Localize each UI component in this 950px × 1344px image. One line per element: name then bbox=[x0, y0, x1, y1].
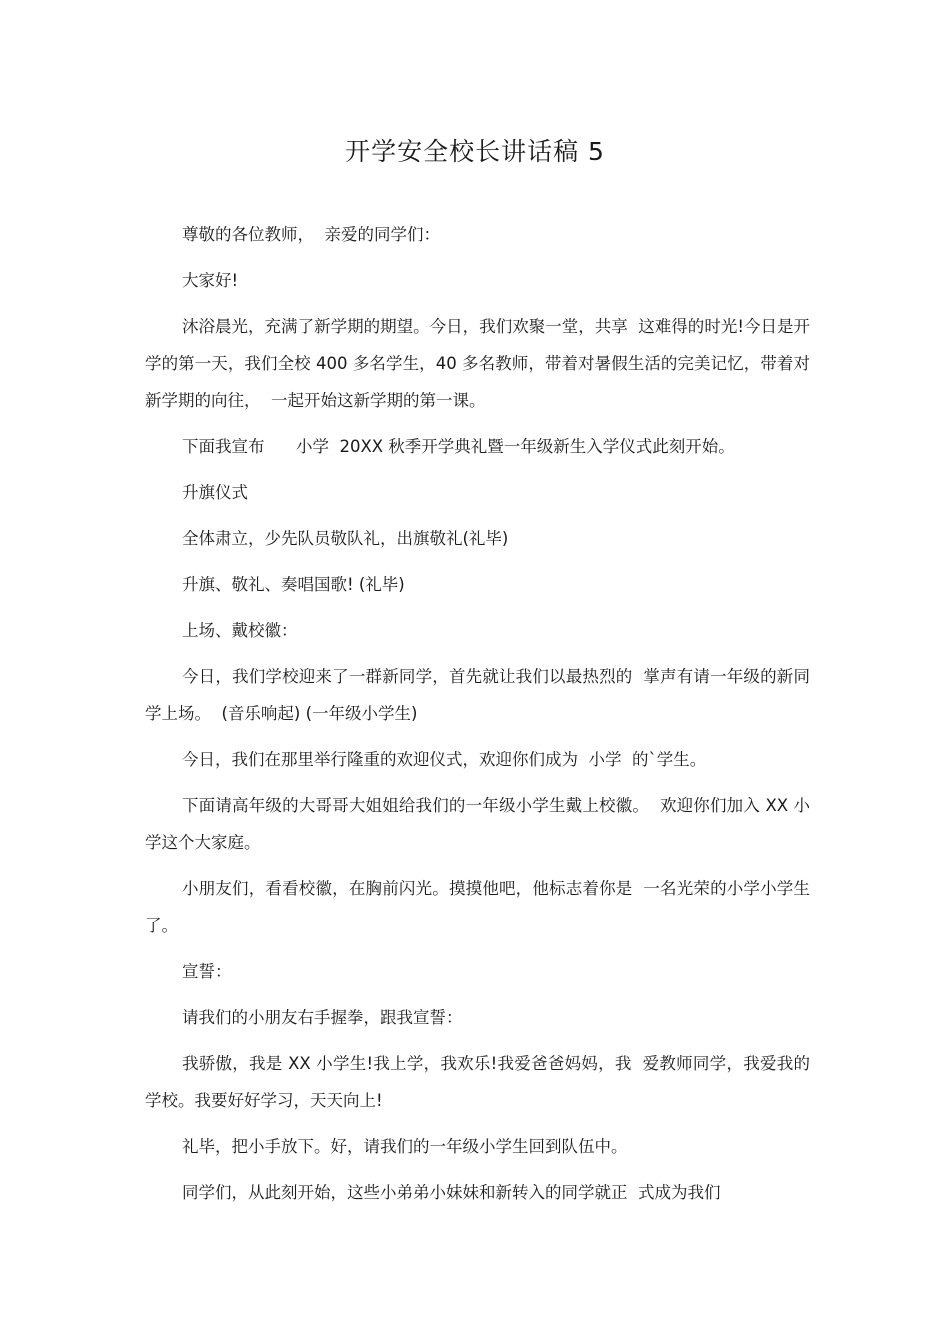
paragraph-badge-heading: 上场、戴校徽： bbox=[182, 621, 298, 640]
document-title: 开学安全校长讲话稿 5 bbox=[345, 137, 605, 166]
paragraph-greeting: 尊敬的各位教师， 亲爱的同学们： bbox=[182, 225, 440, 244]
paragraph-oath-heading: 宣誓： bbox=[182, 962, 232, 981]
paragraph-anthem: 升旗、敬礼、奏唱国歌! (礼毕) bbox=[182, 575, 405, 594]
paragraph-return: 礼毕，把小手放下。好，请我们的一年级小学生回到队伍中。 bbox=[182, 1137, 628, 1156]
document-body bbox=[145, 216, 810, 1220]
paragraph-hello: 大家好! bbox=[182, 271, 239, 290]
paragraph-badge-meaning: 小朋友们，看看校徽，在胸前闪光。摸摸他吧，他标志着你是 一名光荣的小学小学生了。 bbox=[145, 879, 810, 935]
paragraph-opening: 沐浴晨光，充满了新学期的期望。今日，我们欢聚一堂，共享 这难得的时光!今日是开学的第一天，我们全校 400 多名学生，40 多名教师，带着对暑假生活的完美记忆，带着对新学期的向往， 一起开始这新学期的第一课。 bbox=[145, 317, 810, 410]
paragraph-oath: 我骄傲，我是 XX 小学生!我上学，我欢乐!我爱爸爸妈妈，我 爱教师同学，我爱我的学校。我要好好学习，天天向上! bbox=[145, 1054, 810, 1110]
paragraph-closing: 同学们，从此刻开始，这些小弟弟小妹妹和新转入的同学就正 式成为我们 bbox=[182, 1183, 721, 1202]
paragraph-flag-ceremony: 升旗仪式 bbox=[182, 483, 248, 502]
paragraph-new-students: 今日，我们学校迎来了一群新同学，首先就让我们以最热烈的 掌声有请一年级的新同学上场。 (音乐响起) (一年级小学生) bbox=[145, 667, 810, 723]
paragraph-salute: 全体肃立，少先队员敬队礼，出旗敬礼(礼毕) bbox=[182, 529, 509, 548]
paragraph-badges: 下面请高年级的大哥哥大姐姐给我们的一年级小学生戴上校徽。 欢迎你们加入 XX 小学这个大家庭。 bbox=[145, 796, 810, 852]
paragraph-oath-instruction: 请我们的小朋友右手握拳，跟我宣誓： bbox=[182, 1008, 463, 1027]
paragraph-welcome: 今日，我们在那里举行隆重的欢迎仪式，欢迎你们成为 小学 的`学生。 bbox=[182, 750, 707, 769]
paragraph-announcement: 下面我宣布 小学 20XX 秋季开学典礼暨一年级新生入学仪式此刻开始。 bbox=[182, 437, 735, 456]
